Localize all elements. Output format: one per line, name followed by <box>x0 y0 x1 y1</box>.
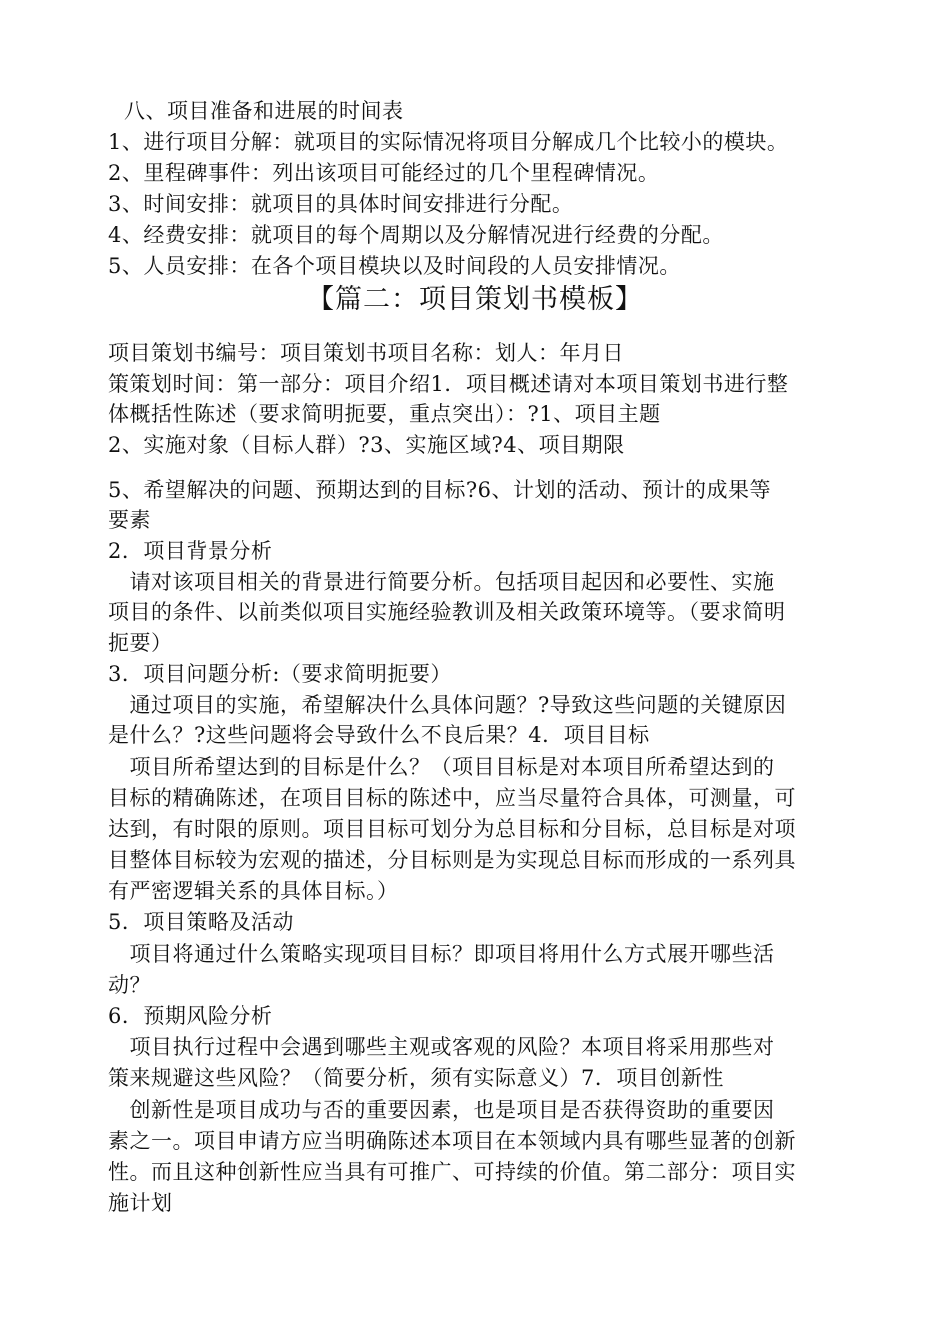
part2-line-3: 体概括性陈述（要求简明扼要，重点突出）：?1、项目主题 <box>108 402 661 426</box>
part2-line-4: 2、实施对象（目标人群）?3、实施区域?4、项目期限 <box>108 433 625 457</box>
part2-line-13: 是什么？?这些问题将会导致什么不良后果？4．项目目标 <box>108 723 650 747</box>
part2-line-20: 项目将通过什么策略实现项目目标？即项目将用什么方式展开哪些活 <box>108 942 775 966</box>
part2-line-16: 达到，有时限的原则。项目目标可划分为总目标和分目标，总目标是对项 <box>108 817 796 841</box>
part2-line-28: 施计划 <box>108 1191 173 1215</box>
part2-line-21: 动？ <box>108 973 151 997</box>
part2-line-7: 2．项目背景分析 <box>108 539 273 563</box>
section8-item-3: 3、时间安排：就项目的具体时间安排进行分配。 <box>108 192 574 216</box>
section8-item-2: 2、里程碑事件：列出该项目可能经过的几个里程碑情况。 <box>108 161 660 185</box>
part2-line-1: 项目策划书编号：项目策划书项目名称：划人：年月日 <box>108 341 624 365</box>
part2-line-26: 素之一。项目申请方应当明确陈述本项目在本领域内具有哪些显著的创新 <box>108 1129 796 1153</box>
part2-line-23: 项目执行过程中会遇到哪些主观或客观的风险？本项目将采用那些对 <box>108 1035 775 1059</box>
part2-line-12: 通过项目的实施，希望解决什么具体问题？?导致这些问题的关键原因 <box>108 693 787 717</box>
part2-title: 【篇二：项目策划书模板】 <box>307 284 643 315</box>
part2-line-14: 项目所希望达到的目标是什么？（项目目标是对本项目所希望达到的 <box>108 755 775 779</box>
part2-line-11: 3．项目问题分析:（要求简明扼要） <box>108 662 452 686</box>
part2-line-10: 扼要） <box>108 631 173 655</box>
section8-item-5: 5、人员安排：在各个项目模块以及时间段的人员安排情况。 <box>108 254 681 278</box>
part2-line-9: 项目的条件、以前类似项目实施经验教训及相关政策环境等。（要求简明 <box>108 600 786 624</box>
section8-item-1: 1、进行项目分解：就项目的实际情况将项目分解成几个比较小的模块。 <box>108 130 789 154</box>
part2-line-8: 请对该项目相关的背景进行简要分析。包括项目起因和必要性、实施 <box>108 570 775 594</box>
part2-line-15: 目标的精确陈述，在项目目标的陈述中，应当尽量符合具体，可测量，可 <box>108 786 796 810</box>
section8-heading: 八、项目准备和进展的时间表 <box>124 99 404 123</box>
part2-line-22: 6．预期风险分析 <box>108 1004 273 1028</box>
part2-line-19: 5．项目策略及活动 <box>108 910 294 934</box>
part2-line-25: 创新性是项目成功与否的重要因素，也是项目是否获得资助的重要因 <box>108 1098 775 1122</box>
part2-line-27: 性。而且这种创新性应当具有可推广、可持续的价值。第二部分：项目实 <box>108 1160 796 1184</box>
part2-line-5: 5、希望解决的问题、预期达到的目标?6、计划的活动、预计的成果等 <box>108 478 771 502</box>
part2-line-6: 要素 <box>108 508 151 532</box>
part2-line-18: 有严密逻辑关系的具体目标。） <box>108 879 399 903</box>
part2-line-24: 策来规避这些风险？（简要分析，须有实际意义）7．项目创新性 <box>108 1066 724 1090</box>
section8-item-4: 4、经费安排：就项目的每个周期以及分解情况进行经费的分配。 <box>108 223 724 247</box>
part2-line-2: 策策划时间：第一部分：项目介绍1．项目概述请对本项目策划书进行整 <box>108 372 789 396</box>
part2-line-17: 目整体目标较为宏观的描述，分目标则是为实现总目标而形成的一系列具 <box>108 848 796 872</box>
